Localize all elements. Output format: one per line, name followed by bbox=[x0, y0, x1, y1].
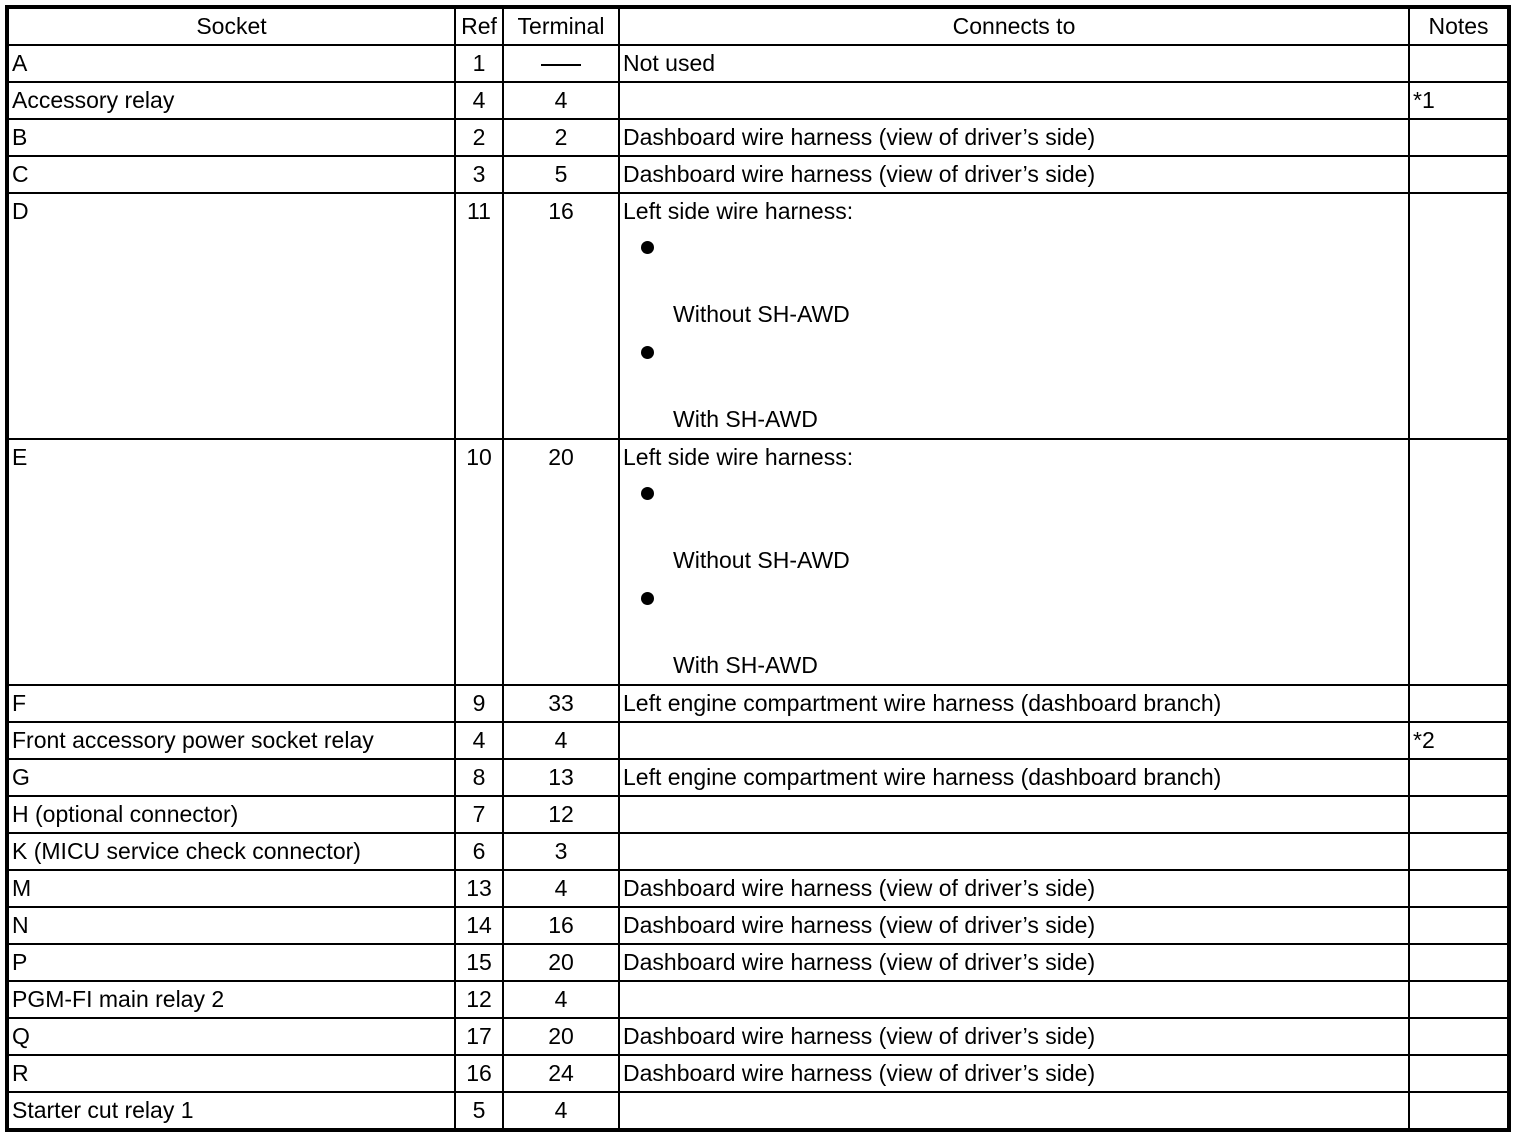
terminal-cell: 5 bbox=[503, 156, 619, 193]
col-header-socket: Socket bbox=[7, 7, 455, 45]
bullet-dot-icon bbox=[641, 346, 654, 359]
socket-cell: Front accessory power socket relay bbox=[7, 722, 455, 759]
ref-cell: 11 bbox=[455, 193, 503, 439]
ref-cell: 14 bbox=[455, 907, 503, 944]
bullet-text: With SH-AWD bbox=[673, 652, 818, 678]
table-row bbox=[7, 45, 1509, 82]
connects-to-cell bbox=[619, 1055, 1409, 1092]
em-dash-mark bbox=[541, 64, 581, 66]
table-body bbox=[7, 45, 1509, 1130]
socket-cell: H (optional connector) bbox=[7, 796, 455, 833]
socket-cell: N bbox=[7, 907, 455, 944]
bullet-list bbox=[623, 474, 1405, 684]
notes-cell bbox=[1409, 156, 1509, 193]
table-row bbox=[7, 439, 1509, 685]
ref-cell: 1 bbox=[455, 45, 503, 82]
bullet-dot-icon bbox=[641, 241, 654, 254]
connects-to-text: Left side wire harness: bbox=[623, 444, 854, 470]
connects-to-cell bbox=[619, 907, 1409, 944]
terminal-cell: 33 bbox=[503, 685, 619, 722]
terminal-cell: 24 bbox=[503, 1055, 619, 1092]
ref-cell: 13 bbox=[455, 870, 503, 907]
table-row bbox=[7, 119, 1509, 156]
connects-to-cell bbox=[619, 722, 1409, 759]
notes-cell: *1 bbox=[1409, 82, 1509, 119]
notes-cell bbox=[1409, 1092, 1509, 1130]
notes-cell bbox=[1409, 981, 1509, 1018]
notes-cell bbox=[1409, 759, 1509, 796]
bullet-list bbox=[623, 228, 1405, 438]
connects-to-cell bbox=[619, 45, 1409, 82]
connects-to-cell bbox=[619, 981, 1409, 1018]
notes-cell bbox=[1409, 944, 1509, 981]
bullet-dot-icon bbox=[641, 487, 654, 500]
socket-cell: M bbox=[7, 870, 455, 907]
notes-cell bbox=[1409, 685, 1509, 722]
notes-cell: *2 bbox=[1409, 722, 1509, 759]
terminal-cell: 4 bbox=[503, 981, 619, 1018]
bullet-text: With SH-AWD bbox=[673, 406, 818, 432]
connects-to-text: Left engine compartment wire harness (dashboard branch) bbox=[623, 764, 1222, 790]
connects-to-text: Dashboard wire harness (view of driver’s side) bbox=[623, 875, 1096, 901]
connects-to-cell bbox=[619, 685, 1409, 722]
col-header-connects-to: Connects to bbox=[619, 7, 1409, 45]
connects-to-cell bbox=[619, 759, 1409, 796]
socket-cell: Accessory relay bbox=[7, 82, 455, 119]
bullet-item bbox=[623, 474, 1405, 579]
connects-to-cell bbox=[619, 833, 1409, 870]
bullet-text: Without SH-AWD bbox=[673, 301, 850, 327]
table-row bbox=[7, 1018, 1509, 1055]
ref-cell: 9 bbox=[455, 685, 503, 722]
socket-cell: K (MICU service check connector) bbox=[7, 833, 455, 870]
notes-cell bbox=[1409, 119, 1509, 156]
connects-to-text: Left engine compartment wire harness (dashboard branch) bbox=[623, 690, 1222, 716]
socket-cell: C bbox=[7, 156, 455, 193]
terminal-cell: 20 bbox=[503, 944, 619, 981]
table-row bbox=[7, 796, 1509, 833]
table-row bbox=[7, 870, 1509, 907]
connects-to-cell bbox=[619, 1092, 1409, 1130]
table-row bbox=[7, 156, 1509, 193]
notes-cell bbox=[1409, 45, 1509, 82]
terminal-cell: 12 bbox=[503, 796, 619, 833]
ref-cell: 10 bbox=[455, 439, 503, 685]
terminal-cell: 2 bbox=[503, 119, 619, 156]
terminal-cell: 20 bbox=[503, 1018, 619, 1055]
notes-cell bbox=[1409, 796, 1509, 833]
bullet-text: Without SH-AWD bbox=[673, 547, 850, 573]
table-row bbox=[7, 833, 1509, 870]
ref-cell: 16 bbox=[455, 1055, 503, 1092]
terminal-cell: 4 bbox=[503, 82, 619, 119]
terminal-cell: 4 bbox=[503, 1092, 619, 1130]
notes-cell bbox=[1409, 193, 1509, 439]
connects-to-text: Dashboard wire harness (view of driver’s side) bbox=[623, 124, 1096, 150]
ref-cell: 8 bbox=[455, 759, 503, 796]
socket-cell: R bbox=[7, 1055, 455, 1092]
col-header-terminal: Terminal bbox=[503, 7, 619, 45]
bullet-item bbox=[623, 579, 1405, 684]
socket-cell: Starter cut relay 1 bbox=[7, 1092, 455, 1130]
connects-to-text: Left side wire harness: bbox=[623, 198, 854, 224]
terminal-cell: 16 bbox=[503, 907, 619, 944]
connector-table bbox=[5, 5, 1511, 1132]
table-row bbox=[7, 722, 1509, 759]
socket-cell: G bbox=[7, 759, 455, 796]
col-header-notes: Notes bbox=[1409, 7, 1509, 45]
col-header-ref: Ref bbox=[455, 7, 503, 45]
notes-cell bbox=[1409, 833, 1509, 870]
ref-cell: 4 bbox=[455, 722, 503, 759]
terminal-cell: 20 bbox=[503, 439, 619, 685]
connects-to-text: Dashboard wire harness (view of driver’s side) bbox=[623, 1060, 1096, 1086]
bullet-item bbox=[623, 333, 1405, 438]
terminal-cell: 13 bbox=[503, 759, 619, 796]
ref-cell: 7 bbox=[455, 796, 503, 833]
table-row bbox=[7, 981, 1509, 1018]
connects-to-cell bbox=[619, 439, 1409, 685]
terminal-cell: 4 bbox=[503, 722, 619, 759]
table-row bbox=[7, 944, 1509, 981]
table-row bbox=[7, 82, 1509, 119]
ref-cell: 3 bbox=[455, 156, 503, 193]
terminal-cell: 16 bbox=[503, 193, 619, 439]
connects-to-cell bbox=[619, 156, 1409, 193]
ref-cell: 17 bbox=[455, 1018, 503, 1055]
table-row bbox=[7, 1055, 1509, 1092]
socket-cell: F bbox=[7, 685, 455, 722]
terminal-cell: 3 bbox=[503, 833, 619, 870]
connects-to-cell bbox=[619, 796, 1409, 833]
socket-cell: P bbox=[7, 944, 455, 981]
connects-to-text: Dashboard wire harness (view of driver’s side) bbox=[623, 912, 1096, 938]
ref-cell: 2 bbox=[455, 119, 503, 156]
socket-cell: PGM-FI main relay 2 bbox=[7, 981, 455, 1018]
ref-cell: 12 bbox=[455, 981, 503, 1018]
table-row bbox=[7, 685, 1509, 722]
connects-to-cell bbox=[619, 119, 1409, 156]
connects-to-cell bbox=[619, 82, 1409, 119]
socket-cell: Q bbox=[7, 1018, 455, 1055]
table-header bbox=[7, 7, 1509, 45]
notes-cell bbox=[1409, 439, 1509, 685]
connects-to-text: Dashboard wire harness (view of driver’s side) bbox=[623, 161, 1096, 187]
ref-cell: 6 bbox=[455, 833, 503, 870]
connects-to-cell bbox=[619, 1018, 1409, 1055]
notes-cell bbox=[1409, 870, 1509, 907]
connects-to-text: Dashboard wire harness (view of driver’s side) bbox=[623, 1023, 1096, 1049]
connects-to-text: Not used bbox=[623, 50, 716, 76]
notes-cell bbox=[1409, 907, 1509, 944]
notes-cell bbox=[1409, 1018, 1509, 1055]
header-row bbox=[7, 7, 1509, 45]
table-row bbox=[7, 193, 1509, 439]
terminal-cell bbox=[503, 45, 619, 82]
ref-cell: 15 bbox=[455, 944, 503, 981]
connects-to-cell bbox=[619, 193, 1409, 439]
table-row bbox=[7, 907, 1509, 944]
notes-cell bbox=[1409, 1055, 1509, 1092]
socket-cell: B bbox=[7, 119, 455, 156]
ref-cell: 5 bbox=[455, 1092, 503, 1130]
socket-cell: D bbox=[7, 193, 455, 439]
connects-to-cell bbox=[619, 944, 1409, 981]
ref-cell: 4 bbox=[455, 82, 503, 119]
table-row bbox=[7, 1092, 1509, 1130]
connects-to-text: Dashboard wire harness (view of driver’s side) bbox=[623, 949, 1096, 975]
terminal-cell: 4 bbox=[503, 870, 619, 907]
bullet-dot-icon bbox=[641, 592, 654, 605]
connects-to-cell bbox=[619, 870, 1409, 907]
socket-cell: A bbox=[7, 45, 455, 82]
bullet-item bbox=[623, 228, 1405, 333]
socket-cell: E bbox=[7, 439, 455, 685]
table-row bbox=[7, 759, 1509, 796]
